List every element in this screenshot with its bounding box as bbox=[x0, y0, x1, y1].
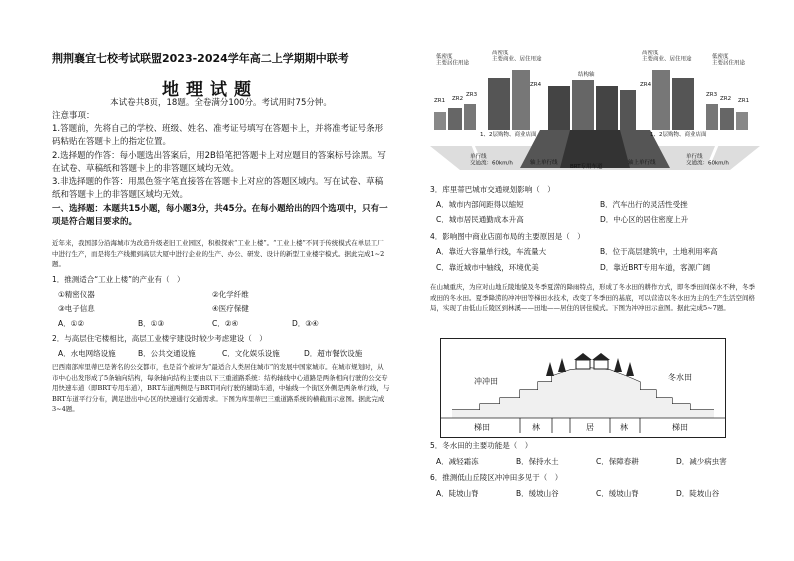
notice-item-3: 3.非选择题的作答：用黑色签字笔直接答在答题卡上对应的答题区域内。写在试卷、草稿纸和答题卡上的非答题区域均无效。 bbox=[52, 177, 384, 200]
q2-stem: 2．与高层住宅楼相比，高层工业楼宇建设时较少考虑建设（ ） bbox=[52, 334, 267, 343]
exam-info: 本试卷共8页，18题。全卷满分100分。考试用时75分钟。 bbox=[110, 98, 332, 108]
q1-item-2: ②化学纤维 bbox=[212, 290, 249, 299]
q6-option-b[interactable]: B．缓坡山谷 bbox=[516, 489, 559, 498]
q6-option-a[interactable]: A．陡坡山脊 bbox=[436, 489, 479, 498]
q6-stem: 6．推测低山丘陵区冲冲田多见于（ ） bbox=[430, 473, 563, 482]
label-shop-left: 1、2层购物、商业店面 bbox=[480, 132, 537, 138]
zone-label-4: ZR4 bbox=[530, 82, 542, 88]
q1-option-b[interactable]: B．①③ bbox=[138, 319, 165, 328]
q3-option-c[interactable]: C．城市居民通勤成本升高 bbox=[436, 215, 524, 224]
notice-item-1: 1.答题前，先将自己的学校、班级、姓名、准考证号填写在答题卡上，并将准考证号条形码粘贴在答题卡上的指定位置。 bbox=[52, 124, 384, 147]
zone-label-1: ZR1 bbox=[434, 98, 446, 104]
label-oneway-right: 单行线交通流：60km/h bbox=[686, 154, 729, 167]
section-title: 一、选择题：本题共15小题，每小题3分，共45分。在每小题给出的四个选项中，只有一项是符合题目要求的。 bbox=[52, 204, 388, 227]
bottom-label-residence: 居 bbox=[586, 423, 594, 432]
chongchong-field-figure bbox=[440, 338, 726, 438]
label-high-density-left: 高密度主要商业、居住用途 bbox=[492, 50, 542, 63]
label-winter-water-field: 冬水田 bbox=[668, 373, 692, 382]
q5-option-c[interactable]: C．保障春耕 bbox=[596, 457, 639, 466]
q6-option-c[interactable]: C．缓坡山脊 bbox=[596, 489, 639, 498]
q4-option-d[interactable]: D．靠近BRT专用车道，客源广阔 bbox=[600, 263, 711, 272]
q3-option-b[interactable]: B．汽车出行的灵活性受挫 bbox=[600, 200, 688, 209]
q5-option-d[interactable]: D．减少病虫害 bbox=[676, 457, 727, 466]
bottom-label-forest-left: 林 bbox=[532, 423, 540, 432]
brt-cross-section-figure bbox=[430, 50, 760, 170]
q3-stem: 3．库里蒂巴城市交通规划影响（ ） bbox=[430, 185, 555, 194]
q2-option-d[interactable]: D．超市餐饮设施 bbox=[304, 349, 363, 358]
q5-stem: 5．冬水田的主要功能是（ ） bbox=[430, 441, 533, 450]
label-aux-right: 轴上单行线 bbox=[628, 160, 656, 166]
q1-option-c[interactable]: C．②④ bbox=[212, 319, 239, 328]
zone-label-6: ZR3 bbox=[706, 92, 718, 98]
q5-option-a[interactable]: A．减轻霜冻 bbox=[436, 457, 479, 466]
passage-1: 近年来，我国部分沿海城市为改造升级老旧工业园区，积极探索“工业上楼”。“工业上楼”不同于传统模式在单层工厂中进行生产，而是将生产线搬到高层大厦中进行企业的生产、办公、研发、设计的新型工业楼宇模式。据此完成1~2题。 bbox=[52, 239, 385, 268]
bottom-label-forest-right: 林 bbox=[620, 423, 628, 432]
label-aux-left: 轴上单行线 bbox=[530, 160, 558, 166]
zone-label-8: ZR1 bbox=[738, 98, 750, 104]
q4-option-c[interactable]: C．靠近城市中轴线，环境优美 bbox=[436, 263, 539, 272]
q2-option-c[interactable]: C．文化娱乐设施 bbox=[222, 349, 280, 358]
zone-label-3: ZR3 bbox=[466, 92, 478, 98]
q2-option-a[interactable]: A．水电网络设施 bbox=[58, 349, 116, 358]
label-oneway-left: 单行线交通流：60km/h bbox=[470, 154, 513, 167]
q3-option-d[interactable]: D．中心区的居住密度上升 bbox=[600, 215, 689, 224]
q1-item-4: ④医疗保健 bbox=[212, 304, 249, 313]
notice-title: 注意事项： bbox=[52, 111, 95, 121]
q4-stem: 4．影响图中商业店面布局的主要原因是（ ） bbox=[430, 232, 585, 241]
label-shop-right: 1、2层购物、商业店面 bbox=[650, 132, 707, 138]
q1-stem: 1．推测适合“工业上楼”的产业有（ ） bbox=[52, 275, 185, 284]
q1-item-3: ③电子信息 bbox=[58, 304, 95, 313]
exam-title: 荆荆襄宜七校考试联盟2023-2024学年高二上学期期中联考 bbox=[52, 52, 349, 65]
q3-option-a[interactable]: A．城市内部间距得以缩短 bbox=[436, 200, 524, 209]
q4-option-b[interactable]: B．位于高层建筑中，土地利用率高 bbox=[600, 247, 718, 256]
zone-label-7: ZR2 bbox=[720, 96, 732, 102]
zone-label-5: ZR4 bbox=[640, 82, 652, 88]
q1-option-d[interactable]: D．③④ bbox=[292, 319, 319, 328]
label-high-density-right: 高密度主要商业、居住用途 bbox=[642, 50, 692, 63]
q4-option-a[interactable]: A．靠近大容量单行线，车流量大 bbox=[436, 247, 547, 256]
label-chongchong-field: 冲冲田 bbox=[474, 377, 498, 386]
q1-option-a[interactable]: A．①② bbox=[58, 319, 85, 328]
zone-label-2: ZR2 bbox=[452, 96, 464, 102]
passage-2: 巴西南部库里蒂巴是著名的公交都市，也是首个被评为“最适合人类居住城市”的发展中国家城市。在城市规划时，从市中心出发形成了5条轴向结构，每条轴向结构主要由以下三重道路系统：结构轴线中心道路是两条相向行驶的公交专用快速车道（即BRT专用车道），BRT车道两侧是与BRT同向行驶的辅助车道，中轴线一个街区外侧是两条单行线，与BRT车道平行分布，满足进出中心区的快速通行交通需求。下图为库里蒂巴三重道路系统的横截面示意图。据此完成3~4题。 bbox=[52, 363, 390, 413]
q2-option-b[interactable]: B．公共交通设施 bbox=[138, 349, 196, 358]
label-brt-lane: BRT专用车道 bbox=[570, 164, 603, 170]
notice-item-2: 2.选择题的作答：每小题选出答案后，用2B铅笔把答题卡上对应题目的答案标号涂黑。写在试卷、草稿纸和答题卡上的非答题区域均无效。 bbox=[52, 151, 386, 174]
bottom-label-terrace-right: 梯田 bbox=[672, 423, 688, 432]
q1-item-1: ①精密仪器 bbox=[58, 290, 95, 299]
subject-title: 地理试题 bbox=[162, 80, 258, 100]
q6-option-d[interactable]: D．陡坡山谷 bbox=[676, 489, 720, 498]
label-structural-axis: 结构轴 bbox=[578, 72, 595, 78]
passage-3: 在山城重庆，为应对山地丘陵地貌及冬季夏涝的降雨特点，形成了冬水田的耕作方式，即冬季田间保水不种，冬季或田的冬水田。夏季降涝的冲冲田等梯田水技术，改变了冬季田的基底，可以营造以冬水田为主的生产生活空间格局，实现了由低山丘陵区到林溪——田地——居住的居住模式。下图为冲冲田示意图。据此完成5~7题。 bbox=[430, 283, 755, 312]
q5-option-b[interactable]: B．保持水土 bbox=[516, 457, 559, 466]
label-low-density-left: 低密度主要居住用途 bbox=[436, 54, 470, 67]
bottom-label-terrace-left: 梯田 bbox=[474, 423, 490, 432]
label-low-density-right: 低密度主要居住用途 bbox=[712, 54, 746, 67]
